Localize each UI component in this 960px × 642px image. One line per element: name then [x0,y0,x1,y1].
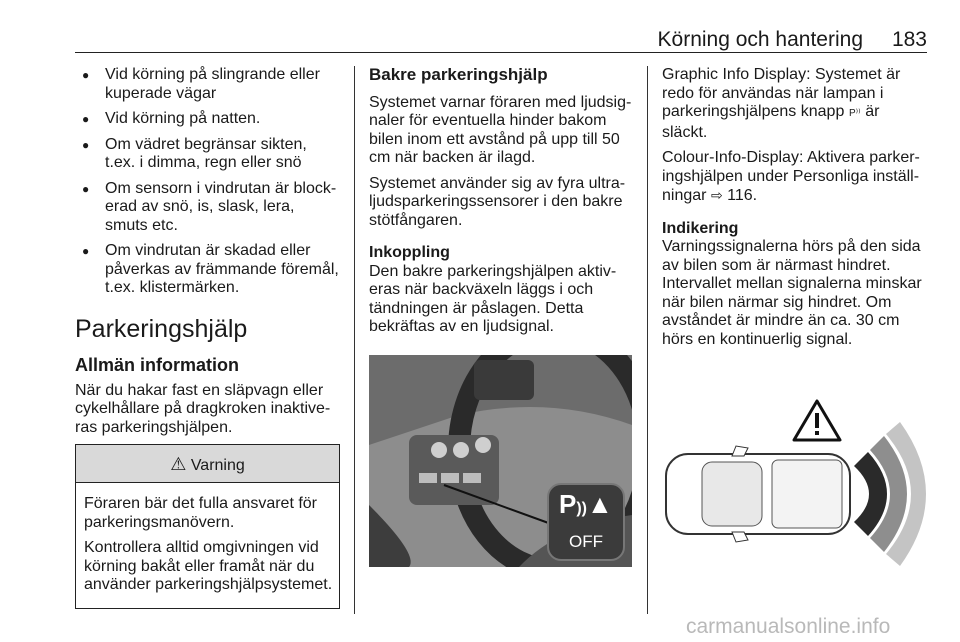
subheading: Indikering [662,219,739,237]
body-text: Systemet använder sig av fyra ultraljudsparkeringssensorer i den bakre stötfångaren. [369,174,626,229]
body-text: Systemet varnar föraren med ljudsignaler för eventuella hinder bakom bilen inom ett avstånd på upp till 50 cm när backen är ilagd. [369,93,632,166]
warning-text: Föraren bär det fulla ansvaret för parkeringsmanövern. [84,495,318,531]
off-label: OFF [569,531,603,551]
page-header [75,28,927,52]
list-item: ● Om sensorn i vindrutan är blockerad av snö, is, slask, lera, smuts etc. [75,180,340,236]
warning-body [76,483,339,608]
parking-sensor-icon: P))▲ [559,488,613,519]
body-text: Graphic Info Display: Systemet är redo för användas när lampan i parkeringshjälpens knapp P⁾⁾ är släckt. [662,66,901,141]
dashboard-photo [369,355,632,567]
list-item: ● Vid körning på natten. [75,110,340,129]
column-divider [354,66,355,614]
watermark: carmanualsonline.info [686,615,891,638]
column-divider [647,66,648,614]
subheading: Inkoppling [369,244,450,261]
section-title: Körning och hantering [657,28,863,51]
column-left [75,66,340,609]
column-middle [369,66,633,567]
warning-triangle-icon [794,401,840,440]
list-item: ● Om vindrutan är skadad eller påverkas av främmande föremål, t.ex. klistermärken. [75,242,340,298]
body-text: Varningssignalerna hörs på den sida av bilen som är närmast hindret. Intervallet mellan signalerna minskar när bilen närmar sig hindret. Om avståndet är mindre än ca. 30 cm hörs en kontinuerlig signal. [662,238,922,348]
section-heading: Bakre parkeringshjälp [369,65,548,84]
body-text: Colour-Info-Display: Aktivera parkeringshjälpen under Personliga inställningar ⇨ 116. [662,149,920,204]
list-item: ● Om vädret begränsar sikten, t.ex. i dimma, regn eller snö [75,136,340,173]
column-right [662,66,928,572]
warning-text: Kontrollera alltid omgivningen vid körning bakåt eller framåt när du använder parkeringshjälpsystemet. [84,539,333,593]
bullet-list [75,66,340,298]
intro-text: När du hakar fast en släpvagn eller cykelhållare på dragkroken inaktiveras parkeringshjälpen. [75,381,331,436]
reference-arrow-icon: ⇨ [710,187,723,203]
warning-title: Varning [190,457,245,474]
warning-header [76,445,339,483]
header-rule [75,52,927,53]
parking-key-icon: P⁾⁾ [849,108,861,119]
page-number: 183 [891,28,927,51]
section-heading: Allmän information [75,354,240,375]
chapter-heading: Parkeringshjälp [75,314,248,343]
car-top-view-icon [666,446,850,542]
parking-assist-button [547,483,625,561]
body-text: Den bakre parkeringshjälpen aktiveras när backväxeln läggs i och tändningen är påslagen. Detta bekräftas av en ljudsignal. [369,262,617,335]
parking-zone-diagram [662,396,928,566]
list-item: ● Vid körning på slingrande eller kuperade vägar [75,66,340,103]
warning-box [75,444,340,609]
warning-icon: ⚠ [170,454,187,474]
